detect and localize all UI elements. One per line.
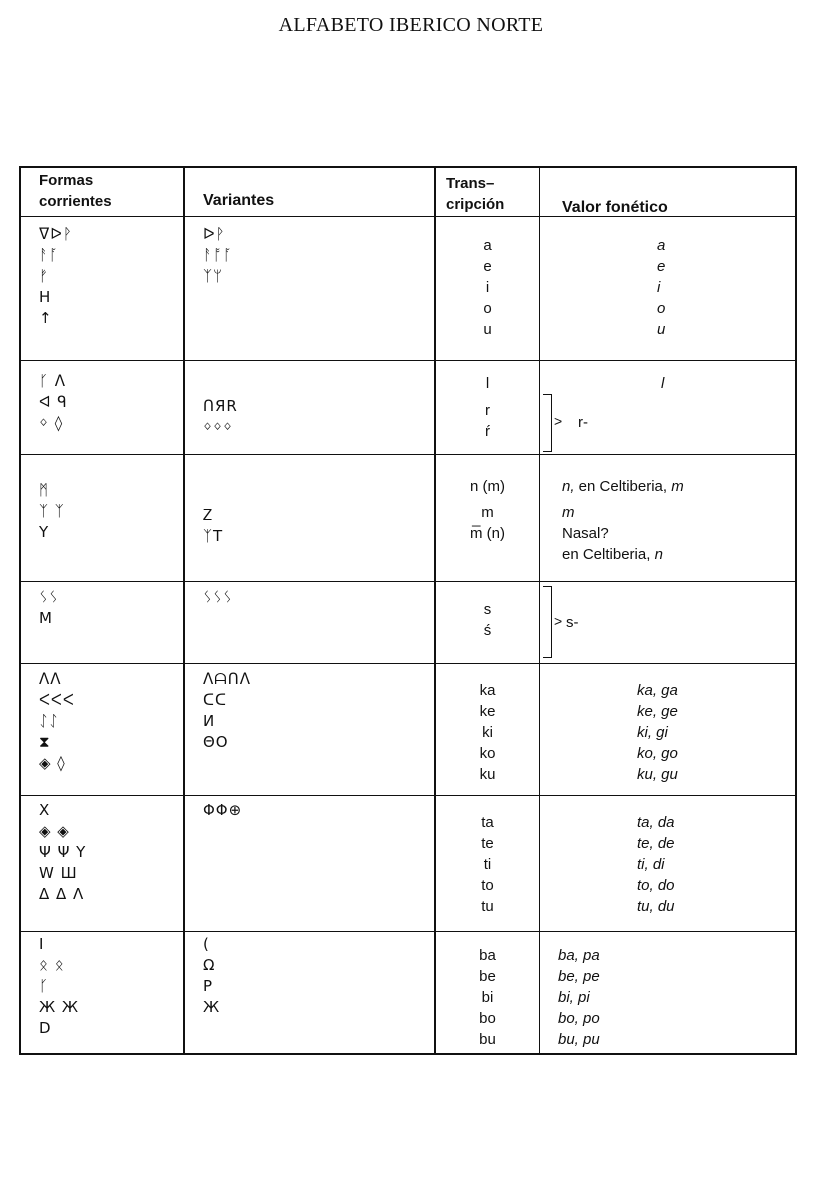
transcripcion-group-sibilants: s ś <box>483 601 492 639</box>
formas-group-liquids: ᚴ ᐱ ᐊ ᑫ ᛜ ◊ <box>39 372 68 432</box>
arrow-icon: > <box>554 413 563 429</box>
variantes-group-vowels: ᐅᚹ ᚨᚩᚪ ᛉᛘ <box>203 225 234 285</box>
header-formas: Formas corrientes <box>39 172 112 210</box>
brace-label-r: r- <box>578 414 588 431</box>
page-title: ALFABETO IBERICO NORTE <box>278 14 544 36</box>
formas-group-nasals: ᛗ ᛉ ᛉ Y <box>39 481 65 541</box>
formas-group-dentals: X ◈ ◈ Ψ Ψ Y W Ш Δ Δ Λ <box>39 801 87 903</box>
transcripcion-group-nasals: n (m) m m̅ (n) <box>470 478 505 542</box>
valor-group-liquids: l <box>661 375 665 392</box>
formas-group-vowels: ᐁᐅᚹ ᚨᚪ ᚠ H ↑ <box>39 225 73 327</box>
variantes-group-dentals: ΦΦ⊕ <box>203 801 243 819</box>
valor-group-nasals: n, en Celtiberia, m m Nasal? en Celtiberia, n <box>562 478 684 563</box>
formas-group-labials: I ᛟ ᛟ ᚴ Ж Ж D <box>39 935 80 1037</box>
variantes-group-nasals: Ꮓ ᛉT <box>203 506 224 545</box>
row-divider <box>21 360 795 361</box>
valor-group-labials: ba, pa be, pe bi, pi bo, po bu, pu <box>558 947 600 1048</box>
transcripcion-group-velars: ka ke ki ko ku <box>479 682 496 783</box>
header-variantes: Variantes <box>203 192 275 209</box>
variantes-group-sibilants: ᛊᛊᛊ <box>203 588 234 606</box>
valor-group-dentals: ta, da te, de ti, di to, do tu, du <box>637 814 675 915</box>
row-divider <box>21 931 795 932</box>
arrow-icon: > <box>554 613 563 629</box>
valor-group-vowels: a e i o u <box>657 237 666 338</box>
brace-r <box>543 394 552 452</box>
variantes-group-labials: ( Ω P Ж <box>203 935 221 1016</box>
transcripcion-group-dentals: ta te ti to tu <box>481 814 494 915</box>
brace-label-s: s- <box>566 614 579 631</box>
column-divider <box>183 168 185 1053</box>
variantes-group-velars: ᐱᗩᑎᐱ ᑕᑕ И ΘO <box>203 670 251 751</box>
formas-group-sibilants: ᛊᛊ M <box>39 588 60 627</box>
brace-s <box>543 586 552 658</box>
transcripcion-group-vowels: a e i o u <box>483 237 492 338</box>
formas-group-velars: ᐱᐱ ᐸᐸᐸ ᛇᛇ ⧗ ◈ ◊ <box>39 670 75 772</box>
transcripcion-group-liquids: l r ŕ <box>485 375 490 440</box>
header-transcripcion: Trans– cripción <box>446 175 505 213</box>
row-divider <box>21 795 795 796</box>
row-divider <box>21 454 795 455</box>
transcripcion-group-labials: ba be bi bo bu <box>479 947 496 1048</box>
variantes-group-liquids: ᑎЯR ᛜᛜᛜ <box>203 397 238 436</box>
row-divider <box>21 581 795 582</box>
header-valor-fonetico: Valor fonético <box>562 199 668 216</box>
row-divider <box>21 216 795 217</box>
row-divider <box>21 663 795 664</box>
column-divider <box>539 168 540 1053</box>
valor-group-velars: ka, ga ke, ge ki, gi ko, go ku, gu <box>637 682 678 783</box>
alphabet-table <box>19 166 797 1055</box>
